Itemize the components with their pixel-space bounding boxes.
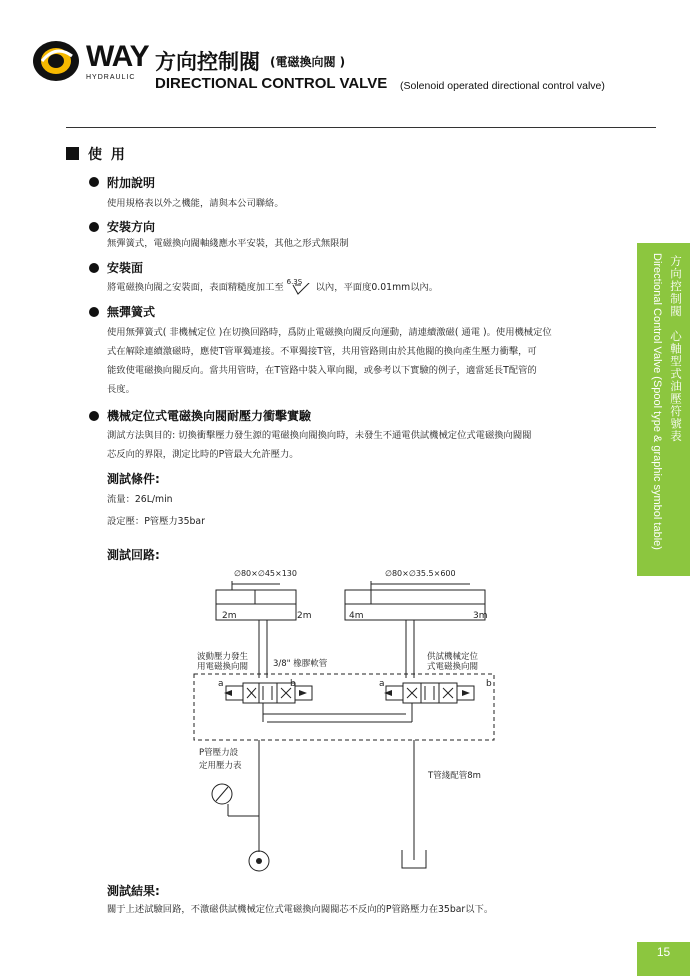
logo-text: WAY (86, 40, 149, 73)
paragraph-line: 芯反向的界限，測定比時的P管最大允許壓力。 (107, 449, 299, 460)
left-cylinder-size: ∅80×∅45×130 (234, 569, 297, 578)
page-title-en: DIRECTIONAL CONTROL VALVE (155, 75, 388, 92)
left-valve-label-line1: 波動壓力發生 (197, 652, 249, 662)
right-valve-label-line1: 供試機械定位 (427, 652, 479, 662)
conditions-pressure: 設定壓：P管壓力35bar (107, 516, 205, 527)
side-tab-cn: 方向控制閥 心軸型式油壓符號表 (669, 255, 683, 443)
gauge-label-line1: P管壓力設 (199, 748, 239, 758)
left-cylinder-rod (216, 590, 296, 604)
right-cylinder-body (345, 604, 485, 620)
page-title-cn: 方向控制閥 (155, 50, 260, 74)
conditions-heading: 測試條件: (107, 472, 160, 486)
conditions-flow: 流量：26L/min (107, 494, 173, 505)
paragraph-line: 長度。 (107, 384, 135, 395)
hose-label: 3/8" 橡膠軟管 (273, 659, 328, 669)
t-pipe-label: T管綫配管8m (428, 771, 481, 781)
item-text: 無彈簧式，電磁換向閥軸綫應水平安裝，其他之形式無限制 (107, 238, 349, 249)
solenoid-label: b (486, 679, 492, 689)
solenoid-label: a (379, 679, 385, 689)
paragraph-line: 能致使電磁換向閥反向。當共用管時，在T管路中裝入單向閥，或參考以下實驗的例子，適當延長T配管的 (107, 365, 537, 376)
paragraph-line: 使用無彈簧式( 非機械定位 )在切換回路時，爲防止電磁換向閥反向運動，請連續激磁( 通電 )。使用機械定位 (107, 327, 552, 338)
item-text: 使用規格表以外之機能，請與本公司聯絡。 (107, 198, 284, 209)
solenoid-label: a (218, 679, 224, 689)
page-number: 15 (637, 942, 690, 976)
results-text: 關于上述試驗回路，不激磁供試機械定位式電磁換向閥閥芯不反向的P管路壓力在35bar以下。 (107, 904, 494, 915)
section-title: 使 用 (88, 147, 127, 163)
gauge-label-line2: 定用壓力表 (199, 761, 242, 771)
page-title-cn-sub: (電磁換向閥 ) (270, 55, 346, 69)
item-heading: 無彈簧式 (107, 305, 156, 319)
roughness-value: 6.3S (286, 277, 303, 286)
pipe-length-label: 2m (297, 611, 312, 621)
left-valve-label-line2: 用電磁換向閥 (197, 662, 249, 672)
install-surface-text: 將電磁換向閥之安裝面，表面精糙度加工至 (107, 282, 284, 293)
item-heading: 安裝面 (107, 261, 144, 275)
solenoid-label: b (290, 679, 296, 689)
circuit-heading: 測試回路: (107, 548, 160, 562)
item-heading: 安裝方向 (107, 220, 156, 234)
right-valve-label-line2: 式電磁換向閥 (427, 662, 479, 672)
paragraph-line: 測試方法與目的: 切換衝擊壓力發生源的電磁換向閥換向時，未發生不通電供試機械定位式電磁換向閥閥 (107, 430, 532, 441)
left-valve-block-center (259, 683, 277, 703)
paragraph-line: 式在解除連續激磁時，應使T管單獨連接。不單獨接T管，共用管路則由於其他閥的換向產生壓力衝擊，可 (107, 346, 537, 357)
install-surface-text-end: 以內，平面度0.01mm以內。 (315, 282, 439, 293)
results-heading: 測試結果: (107, 884, 160, 898)
pipe-length-label: 4m (349, 611, 364, 621)
pipe-length-label: 2m (222, 611, 237, 621)
page-title-en-sub: (Solenoid operated directional control valve) (400, 80, 605, 92)
item-heading: 機械定位式電磁換向閥耐壓力衝擊實驗 (107, 409, 312, 423)
logo-subtext: HYDRAULIC (86, 74, 136, 81)
right-cylinder-rod (345, 590, 485, 604)
side-tab-en: Directional Control Valve (Spool type & graphic symbol table) (651, 253, 663, 550)
right-cylinder-size: ∅80×∅35.5×600 (385, 569, 456, 578)
right-valve-block-center (421, 683, 439, 703)
manifold-boundary (194, 674, 494, 740)
pipe-length-label: 3m (473, 611, 488, 621)
item-heading: 附加說明 (107, 176, 156, 190)
